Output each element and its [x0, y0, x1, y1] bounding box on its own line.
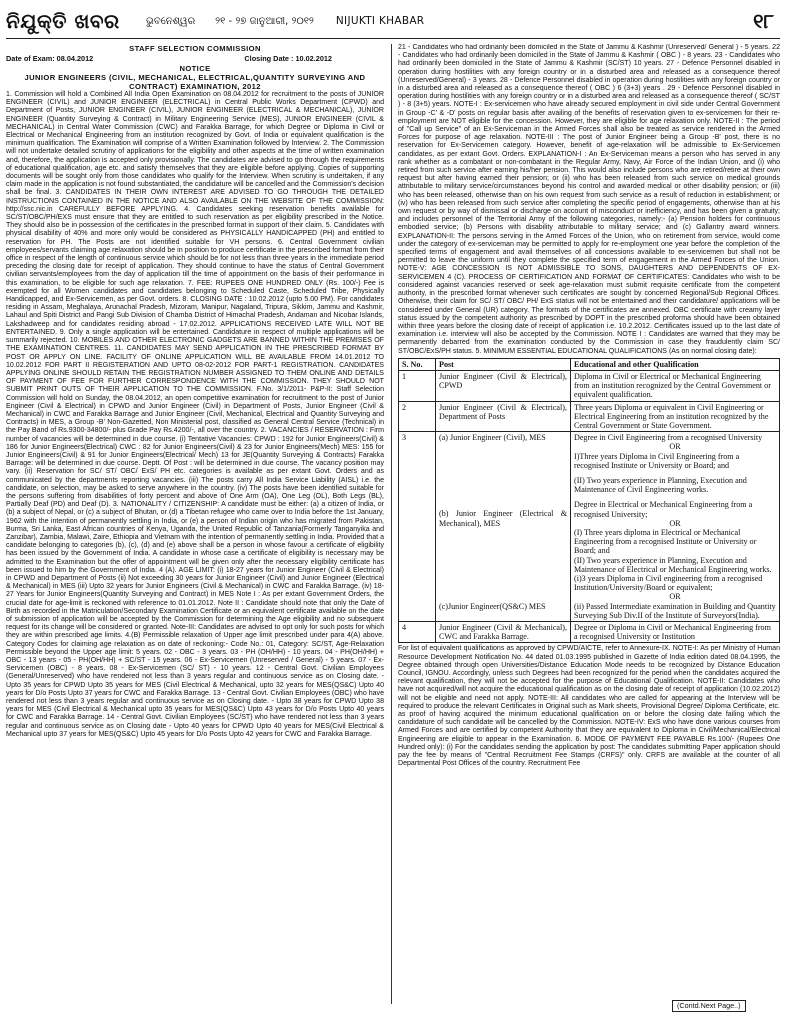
- continued-next-page: (Contd.Next Page..): [672, 1000, 746, 1012]
- left-column: [6, 44, 384, 1012]
- cell-qualification: Diploma in Civil or Electrical or Mechanical Engineering from an institution recognized by the Central Government or equivalent qualification.: [571, 370, 780, 401]
- header-post: Post: [436, 358, 571, 370]
- notice-bottom-text: For list of equivalent qualifications as approved by CPWD/AICTE, refer to Annexure-IX. NOTE-I: As per Ministry of Human Resource Development Notification No. 44 dated 01.03.1995 published in Gazette of India edition dated 08.04.1995, the Degree obtained through open Universities/Distance Education Mode needs to be recognized by Distance Education Council, IGNOU. Accordingly, unless such Degrees had been recognized for the period when the candidates acquired the relevant qualification, they will not be accepted for the purpose of Educational Qualification. NOTE-II: Candidates who have not acquired/will not acquire the educational qualification as on the closing date of receipt of application (10.02.2012) will not be eligible and need not apply. NOTE-III: All candidates who are called for appearing at the Interview will be required to produce the relevant Certificates in Original such as Mark sheets, Provisional Degree/ Diploma Certificate, etc. as proof of having acquired the minimum educational qualification on or before the closing date failing which the candidature of such candidate will be cancelled by the Commission. NOTE-IV: ExS who have done various courses from Armed Forces and are certified by competent Authority that they are equivalent to Diploma in Civil/Mechanical/Electrical Engineering are eligible to appear in the Examination. 6. MODE OF PAYMENT FEE PAYABLE Rs.100/- (Rupees One Hundred only): (i) For the candidates sending the application by post: The candidates submitting Paper application should pay the fee by means of "Central Recruitment Fee Stamps (CRFS)" only. CRFS are available at the counter of all Departmental Post Offices of the country. Recruitment Fee: [398, 645, 780, 768]
- post-qsc-mes: (c)Junior Engineer(QS&C) MES: [439, 601, 546, 611]
- masthead: [6, 4, 780, 39]
- qual-text: Degree in Civil Engineering from a recognised University: [574, 433, 763, 443]
- or-separator: OR: [669, 518, 681, 528]
- exam-date: Date of Exam: 08.04.2012: [6, 54, 94, 63]
- table-header-row: [399, 358, 780, 370]
- cell-qualification: Degree or Diploma in Civil or Mechanical Engineering from a recognised University or Institution: [571, 622, 780, 643]
- qual-text: (ii) Passed Intermediate examination in Building and Quantity Surveying Sub Div.II of the Institute of Surveyors(India).: [574, 601, 776, 620]
- cell-qualification: Three years Diploma or equivalent in Civil Engineering or Electrical Engineering from an institution recognized by the Central Government or State Government.: [571, 401, 780, 432]
- cell-qualification-group: [571, 432, 780, 622]
- cell-post: Junior Engineer (Civil & Electrical), Department of Posts: [436, 401, 571, 432]
- post-civil-mes: (a) Junior Engineer (Civil), MES: [439, 433, 546, 443]
- newspaper-logo: ନିଯୁକ୍ତି ଖବର: [6, 9, 120, 33]
- cell-sno: 3: [399, 432, 436, 622]
- qual-text: (II) Two years experience in Planning, Execution and Maintenance of Electrical or Mechanical Engineering works.: [574, 555, 772, 574]
- notice-continued-text: 21 - Candidates who had ordinarily been domiciled in the State of Jammu & Kashmir (Unreserved/ General ) - 5 years. 22 - Candidates who had ordinarily been domiciled in the State of Jammu & Kashmir ( OBC ) - 8 years. 23 - Candidates who had ordinarily been domiciled in the State of Jammu & Kashmir (SC/ST) 10 years. 27 - Defence Personnel disabled in operation during hostilities with any foreign country or in a disturbed area and released as a consequence thereof (Unreserved/General) - 3 years. 28 - Defence Personnel disabled in operation during hostilities with any foreign country or in a disturbed area and released as a consequence thereof ( OBC ) 6 (3+3) years . 29 - Defence Personnel disabled in operation during hostilities with any foreign country or in a disturbed area and released as a consequence thereof ( SC/ST ) - 8 (3+5) years. NOTE-I : Ex-servicemen who have already secured employment in civil side under Central Government in Group -C' & -D' posts on regular basis after availing of the benefits of reservation given to ex-servicemen for their re-employment are NOT eligible for the concession. However, they are eligible for age relaxation only. NOTE-II : The period of "Call up Service" of an Ex-Serviceman in the Armed Forces shall also be treated as service rendered in the Armed Forces for purpose of age relaxation. NOTE-III : The post of Junior Engineer being a Group -B' post, there is no reservation for Ex-Servicemen category. However, benefit of age-relaxation will be admissible to Ex-Servicemen candidates, as per extant Govt. Orders. EXPLANATION-I : An Ex-Serviceman means a person who has served in any rank whether as a combatant or non-combatant in the Regular Army, Navy, Air Force of the Indian Union, and (i) who retired from such service after earning his/her pension. This would also include persons who are retired/retire at their own request but after having earned their pension; or (ii) who has been released from such service on medical grounds attributable to military service/circumstances beyond his control and awarded medical or other disability pension; or (iii) who has been released, otherwise than on his own request from such service as a result of reduction in establishment; or (iv) who has been released from such service after completing the specific period of engagements, otherwise than at his own request or by way of dismissal or discharge on account of misconduct or inefficiency, and has been given a gratuity; and includes personnel of the Territorial Army of the following categories, namely:- (a) Pension holders for continuous embodied service; (b) Persons with disability attributable to military service; and (c) Gallantry award winners. EXPLANATION-II: The persons serving in the Armed Forces of the Union, who on retirement from service, would come under the category of ex-serviceman may be permitted to apply for re-employment one year before the completion of the specified terms of engagement and avail themselves of all concessions available to ex-servicemen but shall not be permitted to leave the uniform until they complete the specified term of engagement in the Armed Forces of the Union. NOTE-V: AGE CONCESSION IS NOT ADMISSIBLE TO SONS, DAUGHTERS AND DEPENDENTS OF EX-SERVICEMEN 4 (C). PROCESS OF CERTIFICATION AND FORMAT OF CERTIFICATES: Candidates who wish to be considered against vacancies reserved or seek age-relaxation must submit requisite certificate from the competent authority, in the prescribed format whenever such certificates are sought by concerned Regional/Sub Regional Offices. Otherwise, their claim for SC/ ST/ OBC/ PH/ ExS status will not be entertained and their candidature/ applications will be considered under General (UR) category. The formats of the certificates are annexed. OBC certificate with creamy layer status issued by the competent authority as prescribed by DOPT in the prescribed proforma should have been obtained within three years before the closing date of receipt of application i.e. 10.2.2012. Certificates issued up to the last date of examination i.e. interview will also be accepted by the Commission. NOTE I : Candidates are warned that they may be permanently debarred from the examination conducted by the Commission in case they fraudulently claim SC/ ST/OBC/ExS/PH status. 5. MINIMUM ESSENTIAL EDUCATIONAL QUALIFICATIONS (As on normal closing date):: [398, 44, 780, 355]
- cell-sno: 2: [399, 401, 436, 432]
- closing-date: Closing Date : 10.02.2012: [244, 54, 332, 63]
- table-row: [399, 401, 780, 432]
- cell-post-group: [436, 432, 571, 622]
- header-sno: S. No.: [399, 358, 436, 370]
- header-qualification: Educational and other Qualification: [571, 358, 780, 370]
- right-column: [398, 44, 780, 1012]
- cell-sno: 4: [399, 622, 436, 643]
- table-row: [399, 622, 780, 643]
- notice-body: 1. Commission will hold a Combined All India Open Examination on 08.04.2012 for recruitment to the posts of JUNIOR ENGINEER (CIVIL) and JUNIOR ENGINEER (ELECTRICAL) in Central Public Works Department (CPWD) and Department of Posts, JUNIOR ENGINEER (CIVIL), JUNIOR ENGINEER (ELECTRICAL & MECHANICAL), JUNIOR ENGINEER (Quantity Surveying & Contract) in Military Engineering Service (MES), JUNIOR ENGINEER (CIVIL & MECHANICAL) in Central Water Commission (CWC) and Farakka Barrage, for which Degree or Diploma in Civil or Electrical or Mechanical Engineering from an institution recognized by Govt. of India or equivalent qualification is the minimum qualification. The Examination will comprise of a Written Examination followed by Interview. 2. The Commission will not undertake detailed scrutiny of applications for the eligibility and other aspects at the time of written examination and, therefore, the application is accepted only provisionally. The candidates are advised to go through the requirements of educational qualification, age etc. and satisfy themselves that they are eligible before applying. Copies of supporting documents will be sought only from those candidates who qualify for the Interview. When scrutiny is undertaken, if any claim made in the application is not found substantiated, the candidature will be cancelled and the Commission's decision shall be final. 3. CANDIDATES IN THEIR OWN INTEREST ARE ADVISED TO GO THROUGH THE DETAILED INSTRUCTIONS CONTAINED IN THE NOTICE AND ALSO AVAILABLE ON THE WEBSITE OF THE COMMISSION: http://ssc.nic.in CAREFULLY BEFORE APPLYING. 4. Candidates seeking reservation benefits available for SC/ST/OBC/PH/EXS must ensure that they are entitled to such reservation as per eligibility prescribed in the Notice. They should also be in possession of the certificates in the prescribed format in support of their claim. 5. Candidates with physical disability of 40% and more only would be considered as PHYSICALLY HANDICAPPED (PH) and entitled to reservation for PH. The Posts are not identified suitable for VH persons. 6. Central Government civilian employees/servants claiming age relaxation should be in position to produce certificate in the prescribed format from their office in respect of the length of continuous service which should be for not less than three years in the immediate period preceding the closing date for receipt of application. They should continue to have the status of Central Government civilian servants/employees from the day of application till the time of appointment on the basis of their performance in this examination, to be eligible for such age relaxation. 7. FEE: RUPEES ONE HUNDRED ONLY (Rs. 100/-) Fee is exempted for all Women candidates and candidates belonging to Scheduled Caste, Scheduled Tribe, Physically Handicapped, and Ex-Servicemen, as per Govt. orders. 8. CLOSING DATE : 10.02.2012 (upto 5.00 PM). For candidates residing in Assam, Meghalaya, Arunachal Pradesh, Mizoram, Manipur, Nagaland, Tripura, Sikkim, Jammu and Kashmir, Lahaul and Spiti District and Pangi Sub Division of Chamba District of Himachal Pradesh, Andaman and Nicobar Islands, Lakshadweep and for candidates residing abroad - 17.02.2012. APPLICATIONS RECEIVED LATE WILL NOT BE ENTERTAINED. 9. Only a single application will be entertained. Candidature in respect of multiple applications will be summarily rejected. 10. MOBILES AND OTHER ELECTRONIC GADGETS ARE BANNED WITHIN THE PREMISES OF THE EXAMINATION CENTRES. 11. CANDIDATES MAY SEND APPLICATION IN THE PRESCRIBED FORMAT BY POST OR APPLY ON LINE. FACILITY OF ONLINE APPLICATION WILL BE AVAILABLE FROM 14.01.2012 TO 10.02.2012 FOR PART II REGISTERATION AND UPTO 08-02-2012 FOR PART-1 REGISTRATION. CANDIDATES APPLYING ONLINE SHOULD RETAIN THE REGISTRATION NUMBER ASSIGNED TO THEM ONLINE AND DETAILS OF PAYMENT OF FEE FOR FURTHER CORRESPONDENCE WITH THE COMMISSION. THEY SHOULD NOT SUBMIT PRINT OUTS OF THEIR APPLICATION TO THE COMMISSION. F.No. 3/1/2011- P&P-II: Staff Selection Commission will hold on Sunday, the 08.04.2012, an open competitive examination for recruitment to the post of Junior Engineer (Civil & Electrical) in CPWD and Junior Engineer (Civil) in Department of Posts, Junior Engineer (Civil & Mechanical) in CWC and Farakka Barrage and Junior Engineer (Civil, Mechanical, Electrical and Quantity Surveying and Contracts) in MES, a Group -B' Non-Gazetted, Non Ministerial post, classified as General Central Service (Technical) in the Pay Band of Rs.9300-34800/- plus Grade Pay Rs.4200/-, all over the country. 2. VACANCIES / RESERVATION : Firm number of vacancies will be determined in due course. (i) Tentative Vacancies: CPWD : 192 for Junior Engineers(Civil) & 186 for Junior Engineers(Electrical) CWC : 82 for Junior Engineers(Civil) & 23 for Junior Engineers(Mech) MES: 155 for Junior Engineers(Civil) & 91 for Junior Engineers(Electrical/ Mech) 13 for JE(Quantity Surveying & Contracts) Farakka Barrage: will be determined in due course. Deptt. Of Post : will be determined in due course. The vacancy position may vary. (ii) Reservation for SC/ ST/ OBC/ ExS/ PH etc. categories is available as per extant Govt. Orders and as communicated by the departments reporting vacancies. (iii) The posts carry All India Service Liability (AISL) i.e. the candidate, on selection, may be asked to serve anywhere in the country. (iv) The posts have been identified suitable for the persons suffering from disabilities of forty percent and above of One Arm (OA), One Leg (OL), Both Legs (BL), Partially Deaf (PD) and Deaf (D). 3. NATIONALITY / CITIZENSHIP: A candidate must be either: (a) a citizen of India, or (b) a subject of Nepal, or (c) a subject of Bhutan, or (d) a Tibetan refugee who came over to India before the 1st January, 1962 with the intention of permanently settling in India, or (e) a person of Indian origin who has migrated from Pakistan, Burma, Sri Lanka, East African countries of Kenya, Uganda, the United Republic of Tanzania(Formerly Tanganyika and Zanzibar), Zambia, Malawi, Zaire, Ethiopia and Vietnam with the intention of permanently settling in India. Provided that a candidate belonging to categories (b), (c), (d) and (e) above shall be a person in whose favour a certificate of eligibility has been issued by the Government of India. A candidate in whose case a certificate of eligibility is necessary may be admitted to the Examination but the offer of appointment will be given only after the necessary eligibility certificate has been issued to him by the Government of India. 4 (A). AGE LIMIT: (i) 18-27 years for Junior Engineer (Civil & Electrical) in CPWD and Department of Posts (ii) Not exceeding 30 years for Junior Engineer (Civil) and Junior Engineer (Electrical & Mechanical) in MES (iii) Upto 32 years for Junior Engineers (Civil & Mechanical) in CWC and Farakka Barrage. (iv) 18-27 Years for Junior Engineers(Quantity Surveying and Contract) in MES Note I : As per extant Government Orders, the crucial date for age-limit is reckoned with reference to 01.01.2012. Note II : Candidate should note that only the Date of Birth as recorded in the Matriculation/Secondary Examination Certificate or an equivalent certificate available on the date of submission of application will be accepted by the Commission for determining the Age eligibility and no subsequent request for its change will be considered or granted. Note-III: Candidates are advised to opt only for such posts for which they are within prescribed age limits. 4.(B) Permissible relaxation of Upper age limit prescribed under para 4(A) above. Category Codes for claiming age relaxation as on date of reckoning:- Code No.: 01, Category: SC/ST, Age-Relaxation Permissible beyond the Upper age limit: 5 years. 02 - OBC - 3 years. 03 - PH (OH/HH) - 10 years. 04 - PH(OH/HH) + OBC - 13 years - 05 - PH(OH/HH) + SC/ST - 15 years. 06 - Ex-Servicemen (Unreserved / General) - 5 years. 07 - Ex-Servicemen (OBC) - 8 years. 08 - Ex-Servicemen (SC/ ST) - 10 years. 12 - Central Govt. Civilian Employees (General/Unreserved) who have rendered not less than 3 years regular and continuous service as on Closing date. - Upto 35 years for CPWD Upto 35 years for MES (Civil Electrical & Mechanical, upto 32 years for MES(QS&C) Upto 40 years for D/o Posts Upto 37 years for CWC and Farakka Barrage. 13 - Central Govt. Civilian Employees (OBC) who have rendered not less than 3 years regular and continuous service as on Closing date. - Upto 38 years for CPWD Upto 38 years for MES (Civil Electrical & Mechanical upto 35 years for MES(QS&C) Upto 43 years for D/o Posts Upto 40 years for CWC and Farakka Barrage. 14 - Central Govt. Civilian Employees (SC/ST) who have rendered not less than 3 years regular and continuous service as on Closing date - Upto 40 years for CPWD Upto 40 years for MES(Civil Electrical & Mechanical upto 37 years for MES(QS&C) Upto 45 years for D/o Posts Upto 42 years for CWC and Farakka Barrage.: [6, 91, 384, 738]
- cell-post: Junior Engineer (Civil & Electrical), CPWD: [436, 370, 571, 401]
- qual-text: Degree in Electrical or Mechanical Engineering from a recognised University;: [574, 500, 753, 519]
- column-divider: [391, 44, 392, 1004]
- date-row: [6, 54, 384, 63]
- table-row: [399, 432, 780, 622]
- qual-text: (i)3 years Diploma in Civil engineering from a recognised Institution/University/Board or equivalent;: [574, 573, 763, 593]
- cell-post: Junior Engineer (Civil & Mechanical), CWC and Farakka Barrage.: [436, 622, 571, 643]
- cell-sno: 1: [399, 370, 436, 401]
- qual-text: I)Three years Diploma in Civil Engineering from a recognised Institute or University or Board; and: [574, 451, 740, 470]
- or-separator: OR: [669, 442, 681, 452]
- table-row: [399, 370, 780, 401]
- or-separator: OR: [669, 592, 681, 602]
- page-number: ୧୮: [753, 9, 774, 33]
- qualification-table: [398, 358, 780, 644]
- masthead-place: ଭୁବନେଶ୍ୱର: [146, 15, 196, 27]
- org-heading: STAFF SELECTION COMMISSION: [129, 44, 261, 53]
- qual-text: (I) Three years diploma in Electrical or Mechanical Engineering from a recognised Institute or University or Board; and: [574, 527, 757, 556]
- masthead-date: ୨୧ - ୨୭ ଜାନୁଆରୀ, ୨୦୧୨: [215, 15, 314, 27]
- qual-text: (II) Two years experience in Planning, Execution and Maintenance of Civil Engineering works.: [574, 475, 747, 495]
- post-elec-mech-mes: (b) Junior Engineer (Electrical & Mechanical), MES: [439, 509, 567, 528]
- exam-title: JUNIOR ENGINEERS (CIVIL, MECHANICAL, ELECTRICAL,QUANTITY SURVEYING AND CONTRACT) EXAMINATION, 2012: [24, 73, 366, 91]
- masthead-publication: NIJUKTI KHABAR: [335, 15, 425, 27]
- notice-heading: NOTICE: [179, 64, 211, 73]
